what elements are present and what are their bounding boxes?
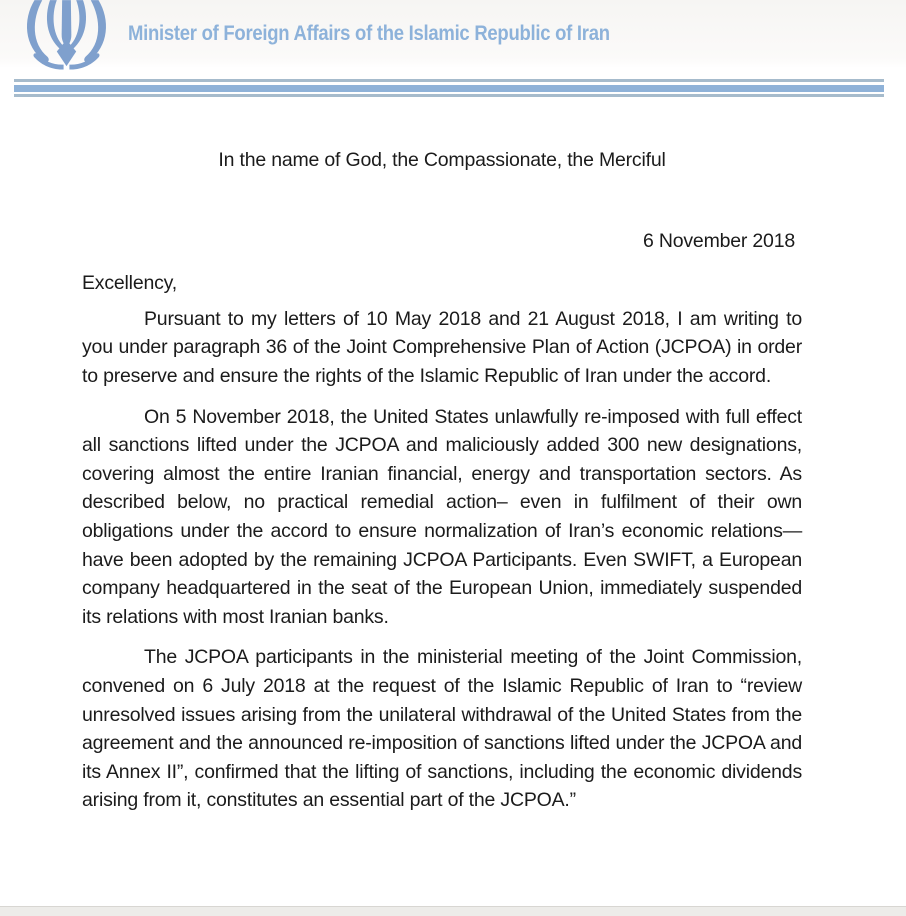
letter-body (82, 0, 802, 815)
letter-paragraph: On 5 November 2018, the United States unlawfully re-imposed with full effect all sanctions lifted under the JCPOA and maliciously added 300 new designations, covering almost the entire Iranian financial, energy and transportation sectors. As described below, no practical remedial action– even in fulfilment of their own obligations under the accord to ensure normalization of Iran’s economic relations—have been adopted by the remaining JCPOA Participants. Even SWIFT, a European company headquartered in the seat of the European Union, immediately suspended its relations with most Iranian banks. (82, 405, 802, 628)
invocation-line: In the name of God, the Compassionate, the Merciful (218, 149, 666, 171)
letter-date: 6 November 2018 (642, 229, 795, 252)
letterhead-title: Minister of Foreign Affairs of the Islamic Republic of Iran (128, 22, 610, 45)
letter-paragraph: The JCPOA participants in the ministerial meeting of the Joint Commission, convened on 6 July 2018 at the request of the Islamic Republic of Iran to “review unresolved issues arising from the unilateral withdrawal of the United States from the agreement and the announced re-imposition of sanctions lifted under the JCPOA and its Annex II”, confirmed that the lifting of sanctions, including the economic dividends arising from it, constitutes an essential part of the JCPOA.” (82, 646, 802, 812)
salutation: Excellency, (82, 272, 177, 295)
bottom-edge-strip (0, 906, 906, 916)
letter-paragraph: Pursuant to my letters of 10 May 2018 and 21 August 2018, I am writing to you under paragraph 36 of the Joint Comprehensive Plan of Action (JCPOA) in order to preserve and ensure the rights of the Islamic Republic of Iran under the accord. (82, 307, 802, 387)
